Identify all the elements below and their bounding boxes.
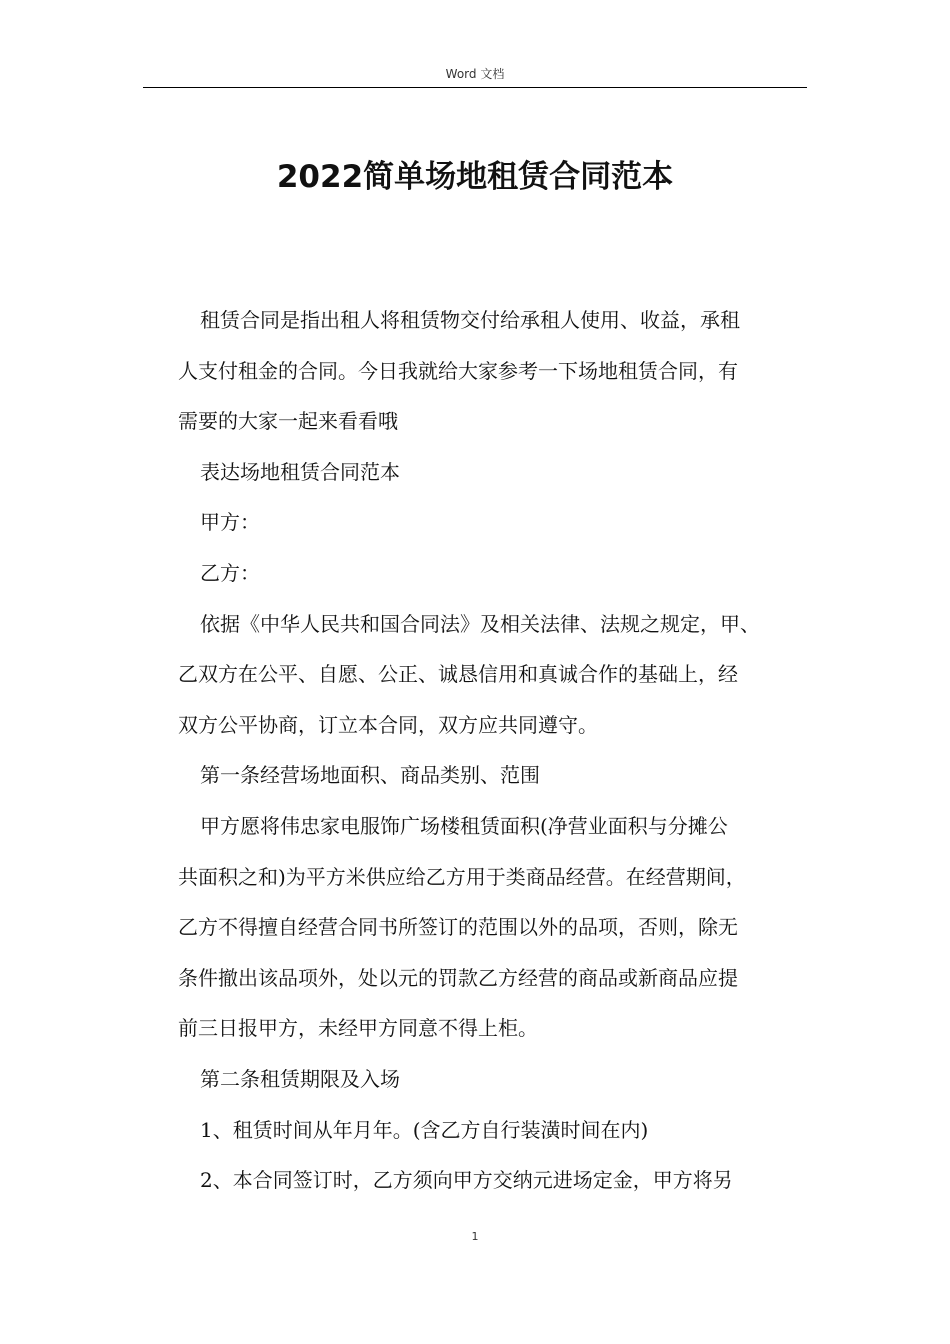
paragraph-line: 乙方不得擅自经营合同书所签订的范围以外的品项，否则，除无 (178, 915, 738, 940)
paragraph-line: 第一条经营场地面积、商品类别、范围 (200, 763, 540, 788)
paragraph (178, 750, 818, 801)
paragraph (178, 801, 818, 1054)
document-body (178, 295, 818, 1206)
paragraph-line: 需要的大家一起来看看哦 (178, 409, 398, 434)
paragraph (178, 497, 818, 548)
header-label: Word 文档 (445, 67, 505, 81)
paragraph (178, 1155, 818, 1206)
paragraph-line: 表达场地租赁合同范本 (200, 459, 400, 484)
paragraph-line: 人支付租金的合同。今日我就给大家参考一下场地租赁合同，有 (178, 358, 738, 383)
paragraph (178, 1105, 818, 1156)
paragraph (178, 447, 818, 498)
paragraph-line: 依据《中华人民共和国合同法》及相关法律、法规之规定，甲、 (200, 611, 760, 636)
paragraph-line: 租赁合同是指出租人将租赁物交付给承租人使用、收益，承租 (200, 308, 740, 332)
paragraph-line: 1、租赁时间从年月年。(含乙方自行装潢时间在内) (200, 1117, 649, 1142)
paragraph-line: 第二条租赁期限及入场 (200, 1066, 400, 1091)
paragraph-line: 前三日报甲方，未经甲方同意不得上柜。 (178, 1016, 538, 1041)
paragraph-line: 双方公平协商，订立本合同，双方应共同遵守。 (178, 712, 598, 737)
paragraph-line: 条件撤出该品项外，处以元的罚款乙方经营的商品或新商品应提 (178, 965, 738, 990)
header-divider (143, 87, 807, 88)
paragraph (178, 295, 818, 447)
paragraph-line: 2、本合同签订时，乙方须向甲方交纳元进场定金，甲方将另 (200, 1168, 733, 1193)
paragraph-line: 共面积之和)为平方米供应给乙方用于类商品经营。在经营期间， (178, 864, 746, 889)
paragraph (178, 1054, 818, 1105)
paragraph-line: 乙方： (200, 560, 260, 585)
paragraph-line: 乙双方在公平、自愿、公正、诚恳信用和真诚合作的基础上，经 (178, 662, 738, 687)
paragraph-line: 甲方： (200, 510, 260, 535)
document-title: 2022简单场地租赁合同范本 (276, 159, 674, 195)
paragraph (178, 599, 818, 751)
paragraph-line: 甲方愿将伟忠家电服饰广场楼租赁面积(净营业面积与分摊公 (200, 813, 728, 838)
page-number: 1 (471, 1230, 479, 1243)
paragraph (178, 548, 818, 599)
